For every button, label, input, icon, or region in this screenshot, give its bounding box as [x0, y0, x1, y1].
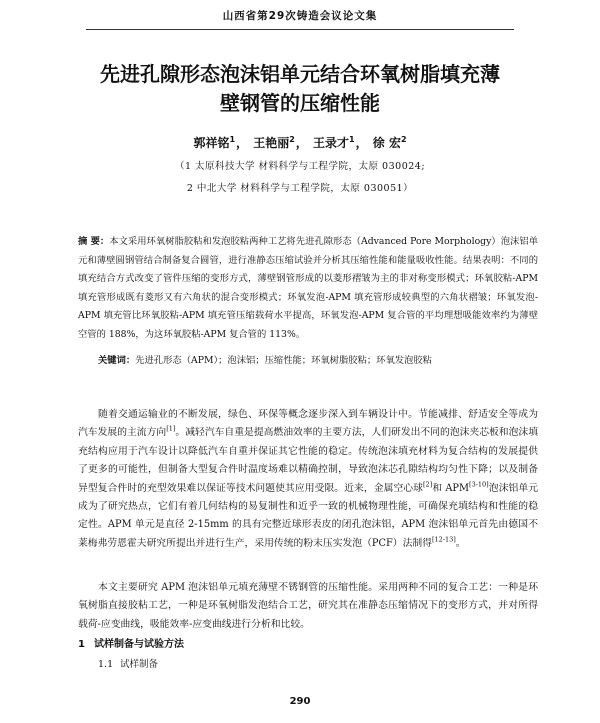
author-1: 郭祥铭$^1$ [193, 135, 236, 150]
keywords-label: 关键词： [98, 355, 136, 366]
author-4: 徐 宏$^2$ [372, 135, 407, 150]
abstract-text: 本文采用环氧树脂胶粘和发泡胶粘两种工艺将先进孔隙形态（Advanced Pore Morphology）泡沫铝单元和薄壁圆钢管结合制备复合圆管，进行准静态压缩试验并分析其压缩性能和能量吸收性能。结果表明：不同的填充结合方式改变了管件压缩的变形方式，薄壁钢管形成的以菱形褶皱为主的非对称变形模式；环氧胶粘-APM 填充管形成既有菱形又有六角状的混合变形模式；环氧发泡-APM 填充管形成较典型的六角状褶皱；环氧发泡-APM 填充管比环氧胶粘-APM 填充管压缩载荷水平提高，环氧发泡-APM 复合管的平均理想吸能效率约为薄壁空管的 188%，为这环氧胶粘-APM 复合管的 113%。 [78, 236, 538, 340]
subsection-heading-1-1: 1.1 试样制备 [98, 659, 159, 670]
title-line-2: 壁钢管的压缩性能 [220, 91, 380, 115]
title-line-1: 先进孔隙形态泡沫铝单元结合环氧树脂填充薄 [100, 62, 500, 86]
citation[interactable]: [12-13] [431, 535, 456, 544]
paper-title [60, 60, 540, 118]
author-2: 王艳丽$^2$ [253, 135, 295, 150]
running-title: 山西省第29次铸造会议论文集 [222, 10, 378, 22]
keywords [98, 352, 538, 366]
abstract [78, 233, 538, 345]
citation[interactable]: [1] [166, 425, 176, 434]
section-heading-1: 1 试样制备与试验方法 [78, 639, 184, 650]
running-header [86, 8, 514, 30]
abstract-label: 摘 要： [78, 236, 110, 247]
citation[interactable]: [3-10] [469, 480, 489, 489]
keywords-text: 先进孔形态（APM）；泡沫铝；压缩性能；环氧树脂胶粘；环氧发泡胶粘 [135, 355, 432, 366]
affiliation-2: 2 中北大学 材料科学与工程学院，太原 030051） [186, 183, 414, 194]
author-list: 郭祥铭$^1$， 王艳丽$^2$， 王录才$^1$， 徐 宏$^2$ [193, 135, 407, 150]
citation[interactable]: [2] [423, 480, 433, 489]
intro-paragraph-1: 随着交通运输业的不断发展，绿色、环保等概念逐步深入到车辆设计中。节能减排、舒适安全等成为汽车发展的主流方向[1]。减轻汽车自重是提高燃油效率的主要方法，人们研发出不同的泡沫夹芯板和泡沫填充结构应用于汽车设计以降低汽车自重并保证其它性能的稳定。传统泡沫填充材料为复合结构的发展提供了更多的可能性，但制备大型复合件时温度场难以精确控制，导致泡沫芯孔隙结构均匀性下降；以及制备异型复合件时的充型效果难以保证等技术问题使其应用受限。近来，金属空心球[2]和 APM[3-10]泡沫铝单元成为了研究热点，它们有着几何结构的易复制性和近乎一致的机械物理性能，可确保充填结构和性能的稳定性。APM 单元是直径 2-15mm 的具有完整近球形表皮的闭孔泡沫铝，APM 泡沫铝单元首先由德国不莱梅弗劳恩霍夫研究所提出并进行生产，采用传统的粉末压实发泡（PCF）法制得[12-13]。 [78, 409, 539, 549]
affiliation-1: （1 太原科技大学 材料科学与工程学院，太原 030024; [174, 161, 426, 172]
intro-paragraph-2: 本文主要研究 APM 泡沫铝单元填充薄壁不锈钢管的压缩性能。采用两种不同的复合工艺：一种是环氧树脂直接胶粘工艺，一种是环氧树脂发泡结合工艺，研究其在准静态压缩情况下的变形方式，并对所得载荷-应变曲线，吸能效率-应变曲线进行分析和比较。 [78, 582, 538, 630]
page-number: 290 [289, 696, 311, 707]
author-3: 王录才$^1$ [313, 135, 355, 150]
